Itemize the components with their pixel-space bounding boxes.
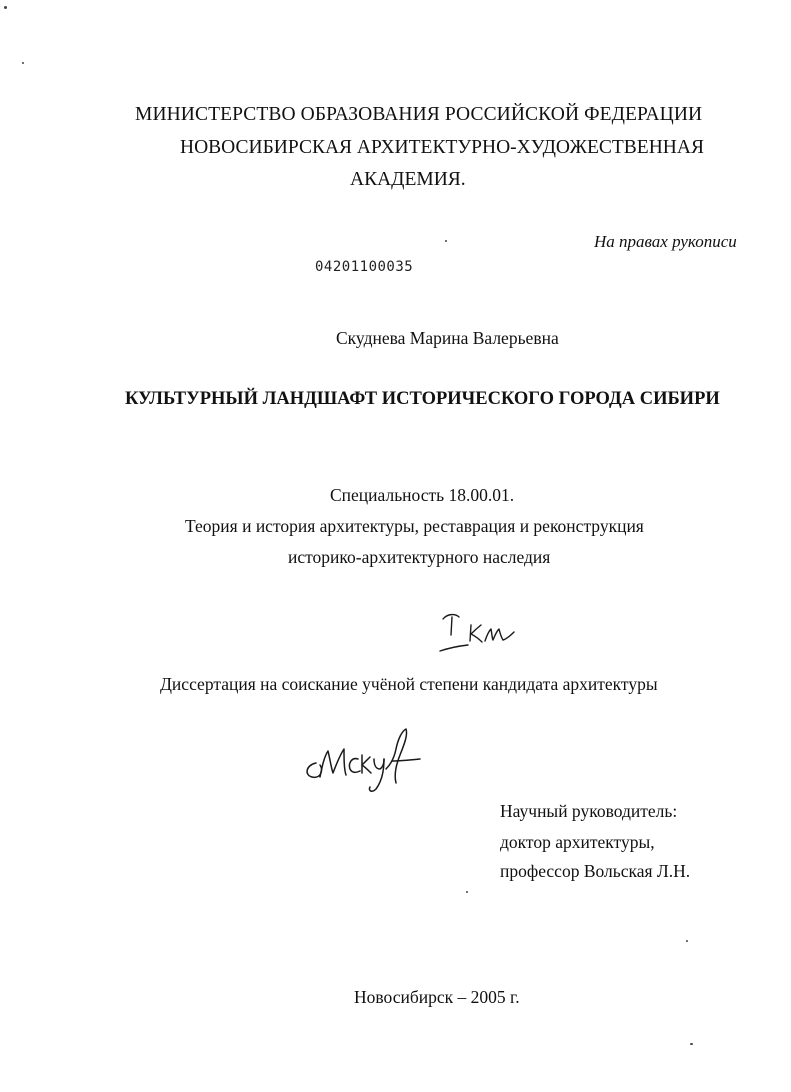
supervisor-label: Научный руководитель: <box>500 801 678 821</box>
scan-speck <box>445 240 447 242</box>
specialty-name-line2: историко-архитектурного наследия <box>288 547 551 567</box>
dissertation-title: КУЛЬТУРНЫЙ ЛАНДШАФТ ИСТОРИЧЕСКОГО ГОРОДА СИБИРИ <box>125 389 720 409</box>
specialty-name-line1: Теория и история архитектуры, реставрация и реконструкция <box>185 516 644 536</box>
place-and-year: Новосибирск – 2005 г. <box>354 987 520 1007</box>
dissertation-statement: Диссертация на соискание учёной степени кандидата архитектуры <box>160 674 658 694</box>
catalog-number-stamp: 04201100035 <box>315 259 414 275</box>
scan-speck <box>690 1043 693 1045</box>
supervisor-degree: доктор архитектуры, <box>500 832 655 852</box>
scan-speck <box>22 62 24 64</box>
supervisor-name: профессор Вольская Л.Н. <box>500 861 691 881</box>
scan-speck <box>4 6 7 9</box>
handwritten-mark-icon <box>435 605 525 660</box>
author-name: Скуднева Марина Валерьевна <box>336 328 559 348</box>
scan-speck <box>466 891 468 893</box>
ministry-heading: МИНИСТЕРСТВО ОБРАЗОВАНИЯ РОССИЙСКОЙ ФЕДЕРАЦИИ <box>135 104 703 125</box>
academy-heading-line2: АКАДЕМИЯ. <box>350 169 466 190</box>
signature-icon <box>300 725 430 800</box>
academy-heading-line1: НОВОСИБИРСКАЯ АРХИТЕКТУРНО-ХУДОЖЕСТВЕННАЯ <box>180 137 704 158</box>
specialty-code: Специальность 18.00.01. <box>330 485 515 505</box>
manuscript-rights-note: На правах рукописи <box>594 232 737 251</box>
scan-speck <box>686 940 688 942</box>
